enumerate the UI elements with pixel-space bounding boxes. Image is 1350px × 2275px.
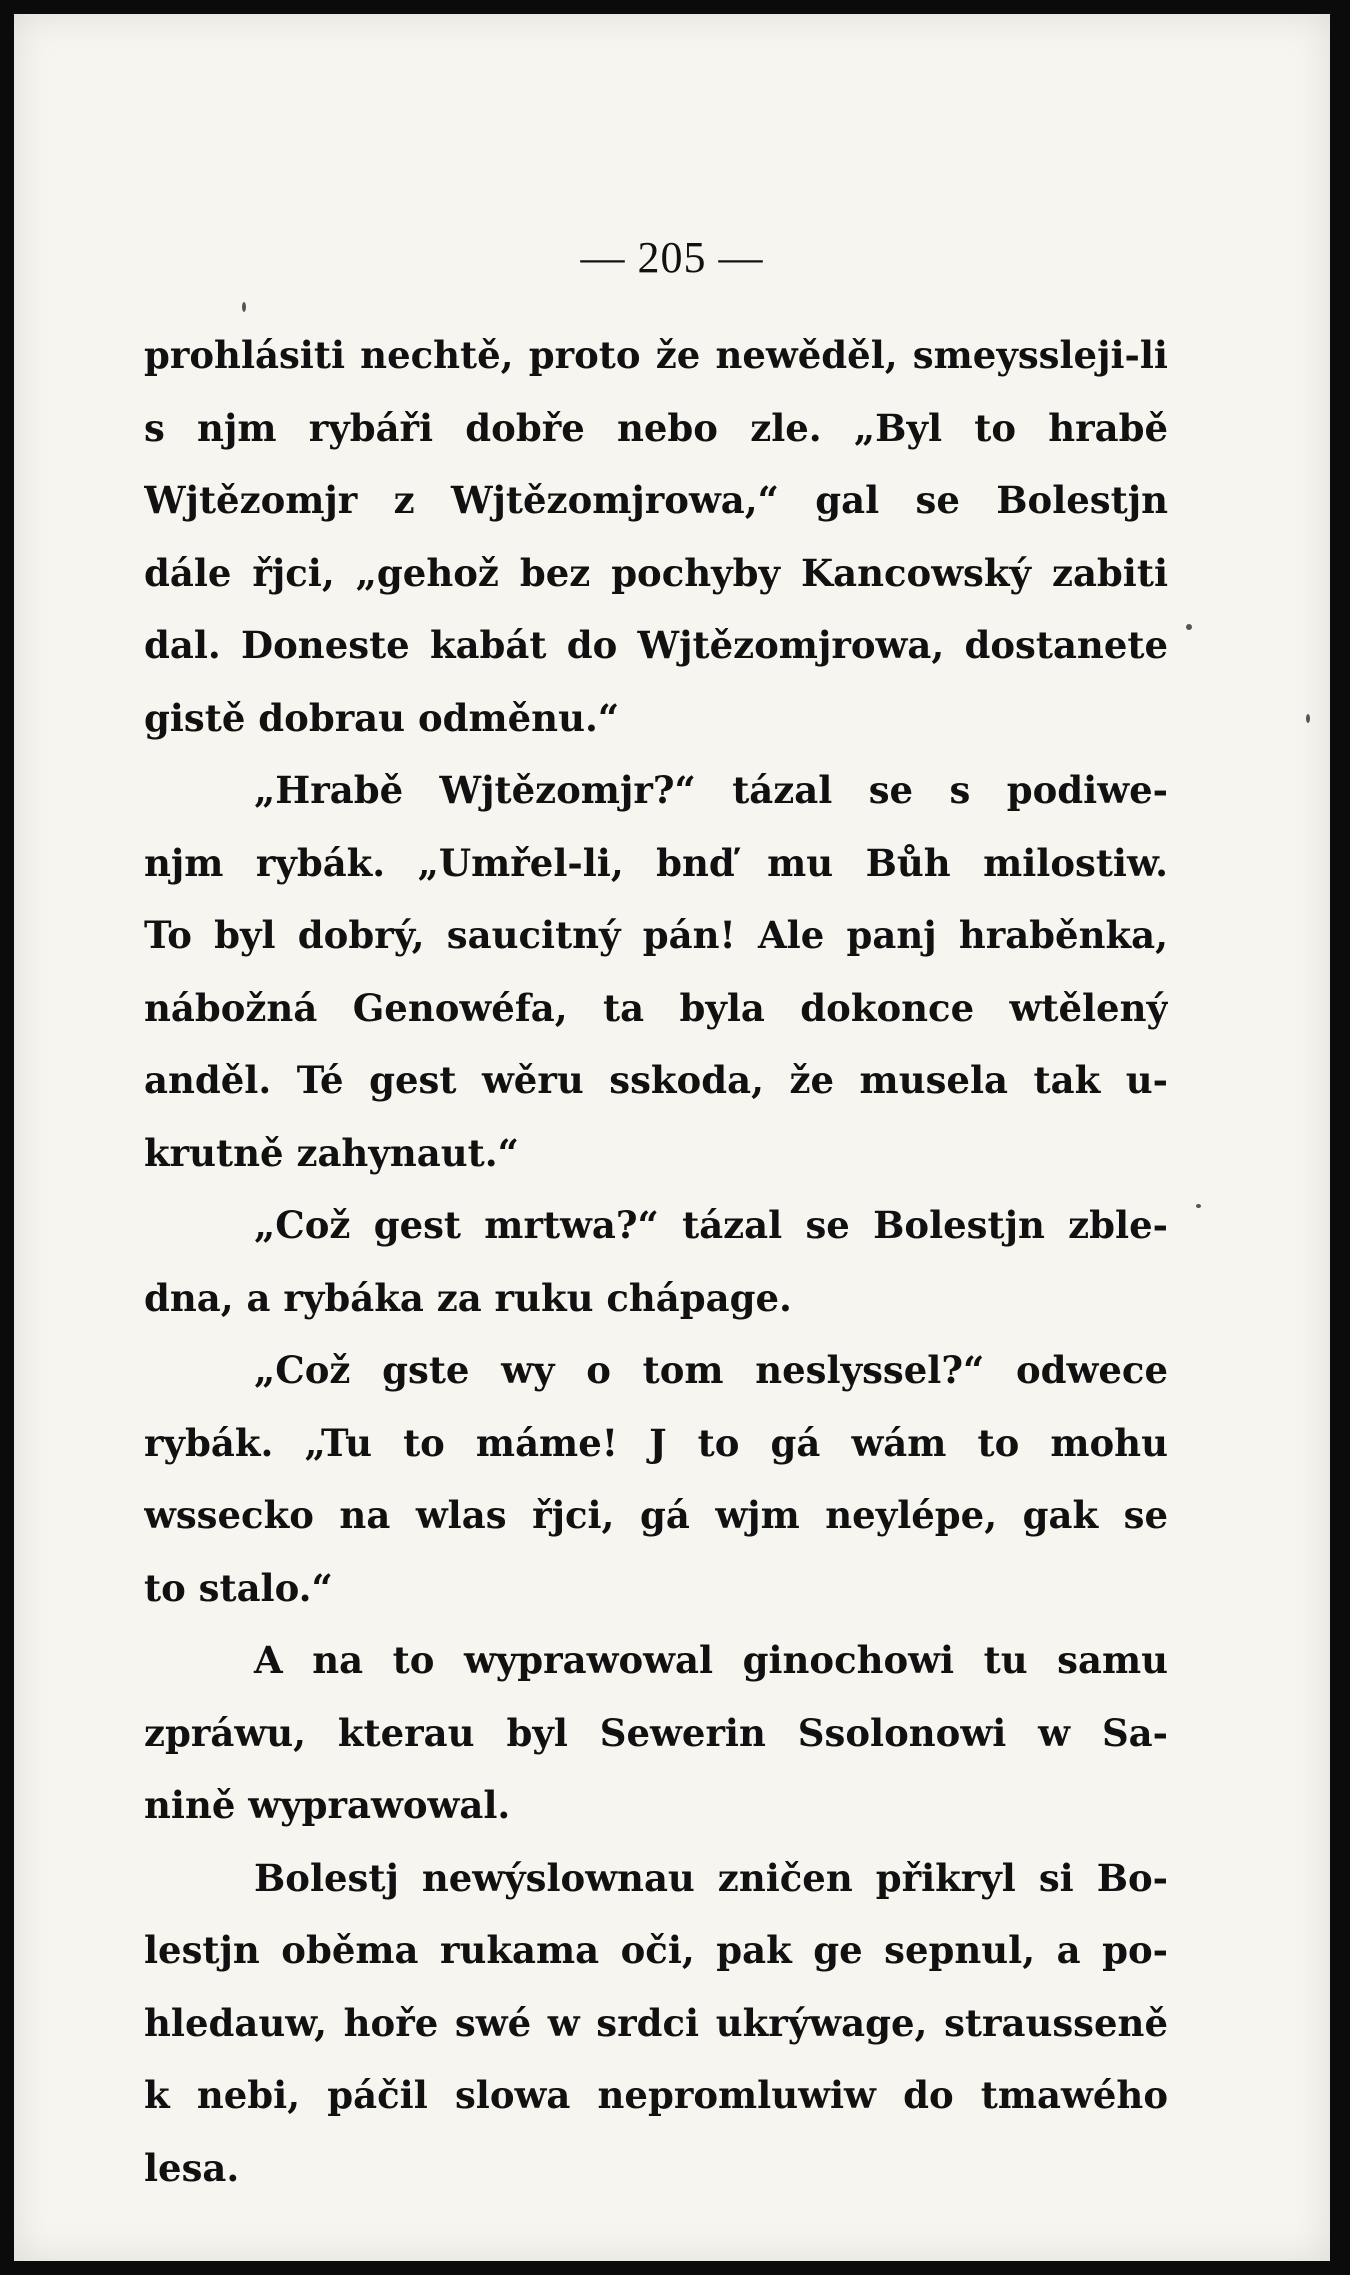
book-page xyxy=(14,14,1330,2261)
text-line: hledauw, hoře swé w srdci ukrýwage, strausseně xyxy=(144,2000,1168,2045)
text-line: lestjn oběma rukama oči, pak ge sepnul, a po- xyxy=(144,1928,1168,1972)
text-line: A na to wyprawowal ginochowi tu samu xyxy=(254,1638,1168,1682)
text-line: rybák. „Tu to máme! J to gá wám to mohu xyxy=(144,1420,1168,1465)
paper-speck xyxy=(242,302,246,312)
paper-speck xyxy=(1306,714,1310,723)
text-line: krutně zahynaut.“ xyxy=(144,1130,519,1175)
text-line: nině wyprawowal. xyxy=(144,1783,511,1827)
text-line: dal. Doneste kabát do Wjtězomjrowa, dostanete xyxy=(144,623,1168,667)
text-line: njm rybák. „Umřel-li, bnď mu Bůh milostiw. xyxy=(144,840,1168,885)
text-line: prohlásiti nechtě, proto že newěděl, smeyssleji-li xyxy=(144,333,1168,377)
text-line: dále řjci, „gehož bez pochyby Kancowský zabiti xyxy=(144,550,1168,595)
text-line: k nebi, páčil slowa nepromluwiw do tmawého xyxy=(144,2073,1168,2117)
text-line: s njm rybáři dobře nebo zle. „Byl to hrabě xyxy=(144,405,1168,450)
paper-speck xyxy=(1196,1204,1201,1208)
text-line: wssecko na wlas řjci, gá wjm neylépe, gak se xyxy=(144,1493,1168,1537)
body-text xyxy=(144,319,1168,2204)
text-line: „Což gest mrtwa?“ tázal se Bolestjn zble- xyxy=(254,1203,1168,1247)
text-line: Wjtězomjr z Wjtězomjrowa,“ gal se Bolestjn xyxy=(144,478,1168,522)
text-line: nábožná Genowéfa, ta byla dokonce wtělený xyxy=(144,985,1168,1030)
text-line: to stalo.“ xyxy=(144,1565,333,1610)
page-number: — 205 — xyxy=(580,233,764,282)
text-line: To byl dobrý, saucitný pán! Ale panj hraběnka, xyxy=(144,913,1168,957)
text-line: anděl. Té gest wěru sskoda, že musela tak u- xyxy=(144,1058,1168,1102)
text-line: lesa. xyxy=(144,2145,240,2190)
text-line: dna, a rybáka za ruku chápage. xyxy=(144,1275,792,1320)
paper-speck xyxy=(1186,624,1192,630)
text-line: gistě dobrau odměnu.“ xyxy=(144,695,620,740)
text-line: „Hrabě Wjtězomjr?“ tázal se s podiwe- xyxy=(254,768,1168,812)
text-line: Bolestj newýslownau zničen přikryl si Bo- xyxy=(254,1855,1168,1900)
text-line: zpráwu, kterau byl Sewerin Ssolonowi w Sa- xyxy=(144,1710,1168,1755)
text-line: „Což gste wy o tom neslyssel?“ odwece xyxy=(254,1348,1168,1392)
